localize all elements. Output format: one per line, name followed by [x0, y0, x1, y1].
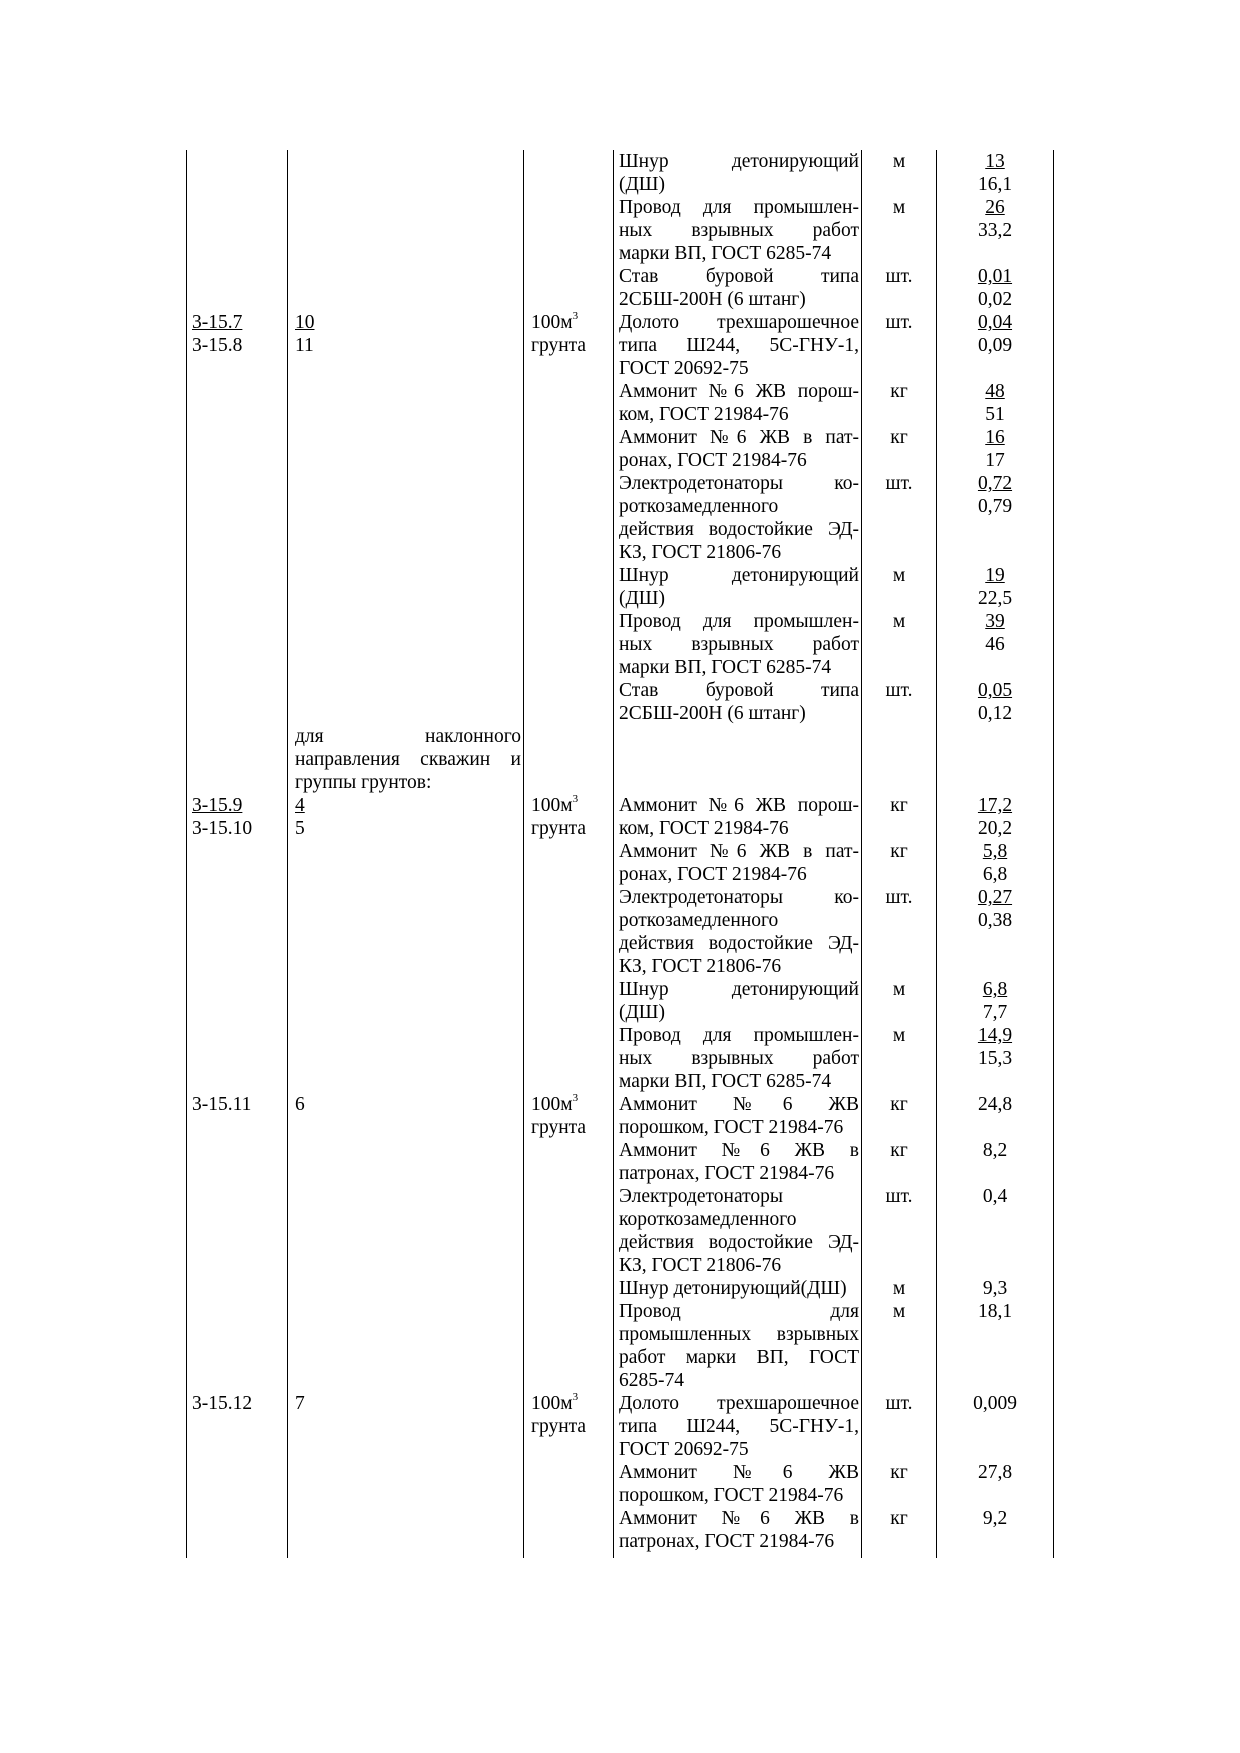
group-number: 5	[295, 818, 305, 839]
resource-name: действия водостойкие ЭД-	[619, 519, 859, 540]
table-border-right	[1053, 150, 1054, 1558]
resource-unit: кг	[890, 1094, 908, 1115]
resource-name: Провод для промышлен-	[619, 1025, 859, 1046]
resource-unit: кг	[890, 841, 908, 862]
resource-name: действия водостойкие ЭД-	[619, 933, 859, 954]
resource-name: Электродетонаторы ко-	[619, 473, 859, 494]
norm-value: 24,8	[977, 1094, 1013, 1115]
resource-unit: м	[892, 1025, 906, 1046]
resource-unit: кг	[890, 381, 908, 402]
resource-name: патронах, ГОСТ 21984-76	[619, 1531, 835, 1552]
resource-name: Аммонит №6 ЖВ в	[619, 1508, 859, 1529]
norm-value: 8,2	[982, 1140, 1008, 1161]
resource-unit: шт.	[885, 1186, 913, 1207]
norm-value: 26	[985, 197, 1005, 218]
resource-name: действия водостойкие ЭД-	[619, 1232, 859, 1253]
norm-value: 0,4	[982, 1186, 1008, 1207]
norm-value: 13	[985, 151, 1005, 172]
row-code: 3-15.8	[192, 335, 243, 356]
resource-name: (ДШ)	[619, 1002, 665, 1023]
norm-value: 7,7	[982, 1002, 1008, 1023]
norm-value: 16,1	[977, 174, 1013, 195]
unit-measure: $100м^3$	[531, 793, 579, 816]
resource-name: КЗ, ГОСТ 21806-76	[619, 1255, 782, 1276]
resource-unit: кг	[890, 1508, 908, 1529]
resource-name: 2СБШ-200Н (6 штанг)	[619, 703, 806, 724]
resource-name: Шнур детонирующий	[619, 565, 859, 586]
resource-unit: м	[892, 197, 906, 218]
norm-value: 15,3	[977, 1048, 1013, 1069]
resource-name: Шнур детонирующий	[619, 151, 859, 172]
column-divider	[287, 150, 288, 1558]
resource-name: патронах, ГОСТ 21984-76	[619, 1163, 835, 1184]
resource-unit: кг	[890, 427, 908, 448]
resource-name: 6285-74	[619, 1370, 684, 1391]
resource-name: марки ВП, ГОСТ 6285-74	[619, 243, 832, 264]
resource-name: ронах, ГОСТ 21984-76	[619, 864, 807, 885]
norm-value: 0,27	[977, 887, 1013, 908]
resource-name: Аммонит №6 ЖВ	[619, 1462, 859, 1483]
row-code: 3-15.10	[192, 818, 253, 839]
unit-superscript: 3	[572, 310, 579, 322]
resource-unit: шт.	[885, 1393, 913, 1414]
unit-superscript: 3	[572, 1092, 579, 1104]
norm-value: 0,02	[977, 289, 1013, 310]
resource-unit: шт.	[885, 887, 913, 908]
resource-unit: кг	[890, 1462, 908, 1483]
norm-value: 9,3	[982, 1278, 1008, 1299]
unit-measure: грунта	[531, 1416, 587, 1437]
norm-value: 48	[985, 381, 1005, 402]
norm-value: 19	[985, 565, 1005, 586]
norm-value: 27,8	[977, 1462, 1013, 1483]
resource-name: роткозамедленного	[619, 496, 779, 517]
resource-name: роткозамедленного	[619, 910, 779, 931]
resource-name: Аммонит №6 ЖВ	[619, 1094, 859, 1115]
group-number: 10	[295, 312, 315, 333]
resource-name: ком, ГОСТ 21984-76	[619, 404, 789, 425]
row-code: 3-15.12	[192, 1393, 253, 1414]
group-note: группы грунтов:	[295, 772, 432, 793]
resource-name: ных взрывных работ	[619, 1048, 859, 1069]
norm-value: 6,8	[982, 979, 1008, 1000]
resource-unit: м	[892, 565, 906, 586]
resource-name: типа Ш244, 5С-ГНУ-1,	[619, 1416, 859, 1437]
resource-name: Аммонит №6 ЖВ порош-	[619, 795, 859, 816]
resource-name: Аммонит №6 ЖВ порош-	[619, 381, 859, 402]
resource-name: Аммонит №6 ЖВ в	[619, 1140, 859, 1161]
resource-unit: шт.	[885, 473, 913, 494]
table-border-left	[186, 150, 187, 1558]
resource-name: Провод для	[619, 1301, 859, 1322]
unit-measure: $100м^3$	[531, 1391, 579, 1414]
norm-value: 0,72	[977, 473, 1013, 494]
resource-name: ных взрывных работ	[619, 634, 859, 655]
unit-measure: грунта	[531, 818, 587, 839]
resource-name: Электродетонаторы ко-	[619, 887, 859, 908]
norm-value: 0,01	[977, 266, 1013, 287]
resource-unit: м	[892, 611, 906, 632]
resource-name: Став буровой типа	[619, 680, 859, 701]
group-note: для наклонного	[295, 726, 521, 747]
resource-name: Долото трехшарошечное	[619, 312, 859, 333]
resource-name: ных взрывных работ	[619, 220, 859, 241]
row-code: 3-15.7	[192, 312, 243, 333]
resource-name: Аммонит №6 ЖВ в пат-	[619, 841, 859, 862]
column-divider	[523, 150, 524, 1558]
norm-value: 0,09	[977, 335, 1013, 356]
resource-name: КЗ, ГОСТ 21806-76	[619, 542, 782, 563]
column-divider	[861, 150, 862, 1558]
resource-name: порошком, ГОСТ 21984-76	[619, 1485, 844, 1506]
resource-name: марки ВП, ГОСТ 6285-74	[619, 657, 832, 678]
column-divider	[936, 150, 937, 1558]
resource-name: типа Ш244, 5С-ГНУ-1,	[619, 335, 859, 356]
group-number: 6	[295, 1094, 305, 1115]
resource-unit: шт.	[885, 312, 913, 333]
resource-unit: м	[892, 1278, 906, 1299]
norm-value: 33,2	[977, 220, 1013, 241]
unit-measure: грунта	[531, 335, 587, 356]
resource-name: Аммонит №6 ЖВ в пат-	[619, 427, 859, 448]
unit-superscript: 3	[572, 793, 579, 805]
row-code: 3-15.11	[192, 1094, 252, 1115]
norm-value: 0,79	[977, 496, 1013, 517]
norm-value: 39	[985, 611, 1005, 632]
resource-unit: м	[892, 151, 906, 172]
resource-unit: шт.	[885, 266, 913, 287]
resource-name: работ марки ВП, ГОСТ	[619, 1347, 859, 1368]
group-note: направления скважин и	[295, 749, 521, 770]
unit-measure: грунта	[531, 1117, 587, 1138]
resource-unit: шт.	[885, 680, 913, 701]
norm-value: 5,8	[982, 841, 1008, 862]
resource-name: Став буровой типа	[619, 266, 859, 287]
norm-value: 0,009	[973, 1393, 1017, 1414]
resource-name: Провод для промышлен-	[619, 197, 859, 218]
norm-value: 22,5	[977, 588, 1013, 609]
resource-name: промышленных взрывных	[619, 1324, 859, 1345]
norm-value: 16	[985, 427, 1005, 448]
row-code: 3-15.9	[192, 795, 243, 816]
norm-value: 18,1	[977, 1301, 1013, 1322]
resource-name: 2СБШ-200Н (6 штанг)	[619, 289, 806, 310]
norm-value: 0,12	[977, 703, 1013, 724]
resource-name: ком, ГОСТ 21984-76	[619, 818, 789, 839]
resource-name: Электродетонаторы	[619, 1186, 783, 1207]
resource-name: ронах, ГОСТ 21984-76	[619, 450, 807, 471]
norm-value: 14,9	[977, 1025, 1013, 1046]
resource-name: марки ВП, ГОСТ 6285-74	[619, 1071, 832, 1092]
resource-name: (ДШ)	[619, 588, 665, 609]
resource-name: Долото трехшарошечное	[619, 1393, 859, 1414]
unit-superscript: 3	[572, 1391, 579, 1403]
norm-value: 17,2	[977, 795, 1013, 816]
resource-name: ГОСТ 20692-75	[619, 358, 749, 379]
group-number: 11	[295, 335, 314, 356]
unit-measure: $100м^3$	[531, 310, 579, 333]
resource-name: порошком, ГОСТ 21984-76	[619, 1117, 844, 1138]
group-number: 4	[295, 795, 305, 816]
norm-value: 0,05	[977, 680, 1013, 701]
resource-unit: м	[892, 979, 906, 1000]
unit-measure: $100м^3$	[531, 1092, 579, 1115]
norm-value: 51	[985, 404, 1005, 425]
resource-name: (ДШ)	[619, 174, 665, 195]
column-divider	[613, 150, 614, 1558]
resource-unit: кг	[890, 1140, 908, 1161]
norm-value: 20,2	[977, 818, 1013, 839]
resource-name: ГОСТ 20692-75	[619, 1439, 749, 1460]
norm-value: 9,2	[982, 1508, 1008, 1529]
resource-name: КЗ, ГОСТ 21806-76	[619, 956, 782, 977]
resource-name: Шнур детонирующий(ДШ)	[619, 1278, 847, 1299]
norm-value: 0,38	[977, 910, 1013, 931]
resource-name: Шнур детонирующий	[619, 979, 859, 1000]
norm-value: 17	[985, 450, 1005, 471]
norm-value: 0,04	[977, 312, 1013, 333]
resource-name: короткозамедленного	[619, 1209, 797, 1230]
resource-unit: кг	[890, 795, 908, 816]
norm-value: 6,8	[982, 864, 1008, 885]
resource-name: Провод для промышлен-	[619, 611, 859, 632]
resource-unit: м	[892, 1301, 906, 1322]
group-number: 7	[295, 1393, 305, 1414]
norm-value: 46	[985, 634, 1005, 655]
